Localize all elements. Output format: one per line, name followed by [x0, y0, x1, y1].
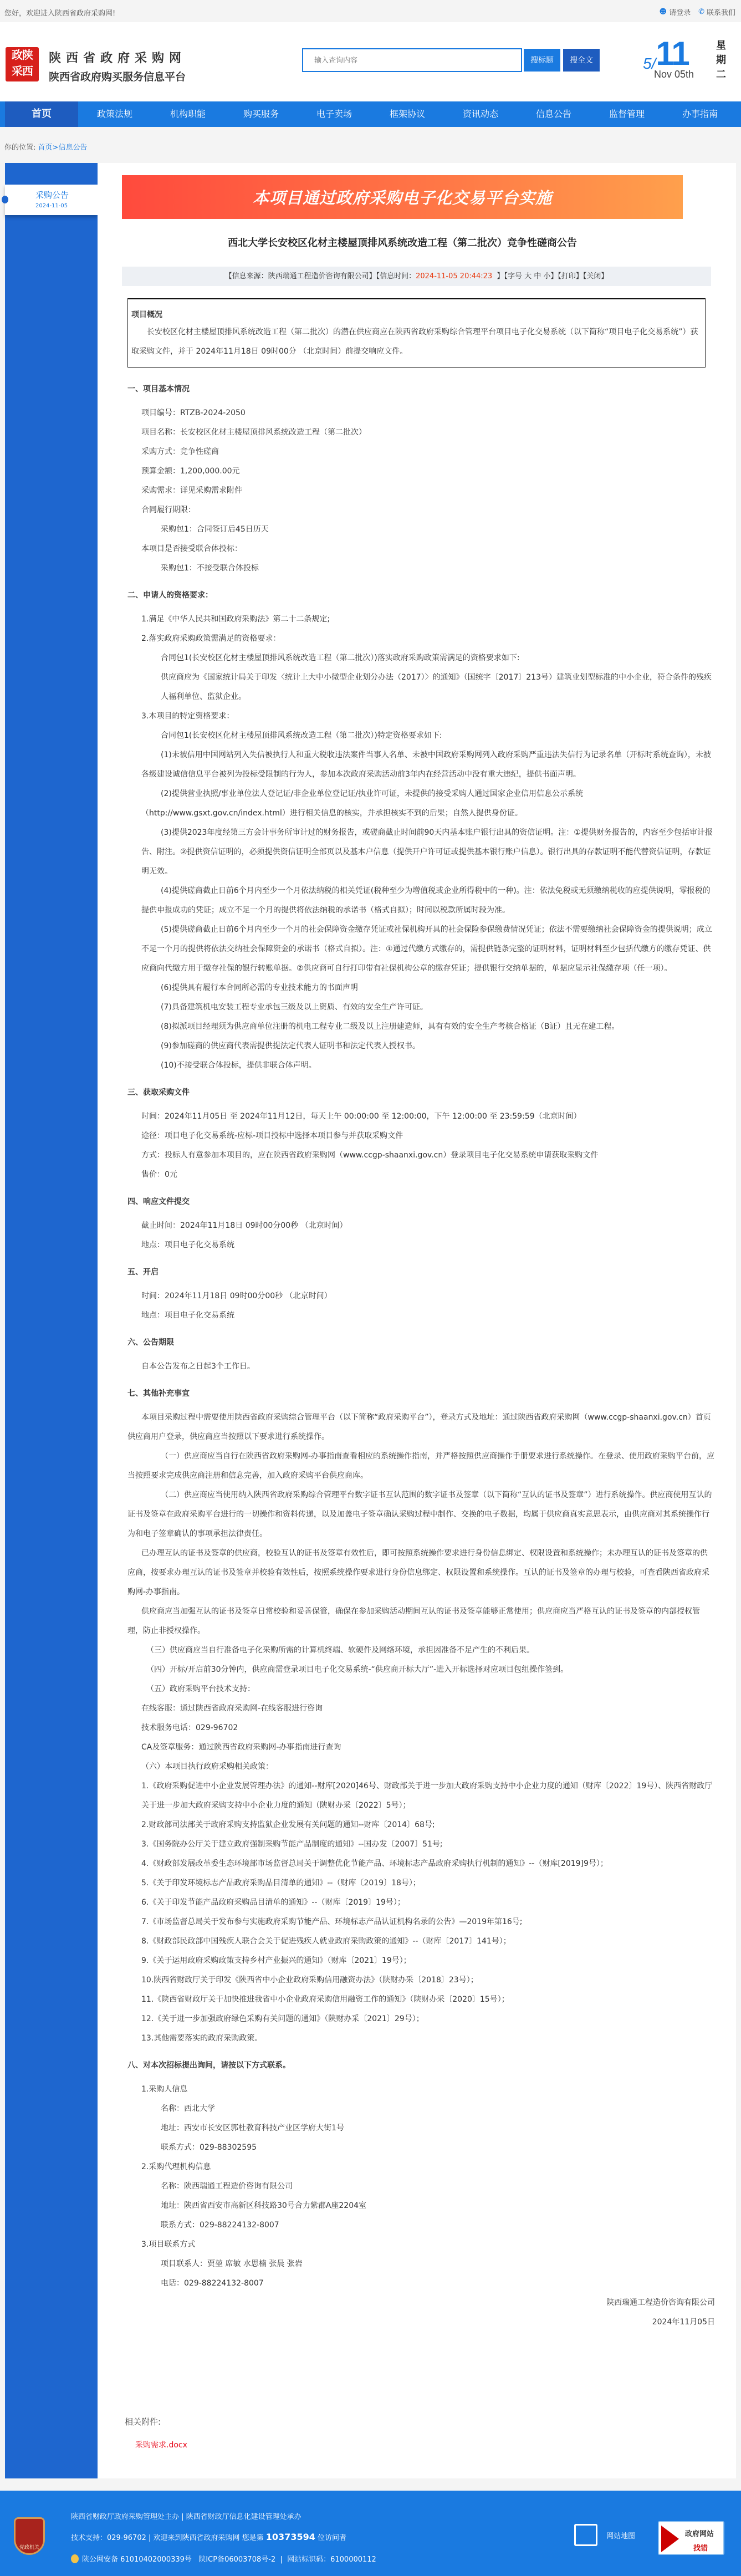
page-title: 西北大学长安校区化材主楼屋顶排风系统改造工程（第二批次）竞争性磋商公告 [228, 237, 577, 249]
section-paragraph: （五）政府采购平台技术支持： [146, 1685, 255, 1693]
section-paragraph: 2.财政部司法部关于政府采购支持监狱企业发展有关问题的通知--财库〔2014〕68号; [141, 1820, 435, 1829]
nav-item[interactable]: 首页 [5, 101, 78, 127]
section-paragraph: 6.《关于印发节能产品政府采购品目清单的通知》--（财库〔2019〕19号）； [141, 1898, 405, 1907]
article-meta-bar [122, 267, 711, 286]
play-icon [661, 2526, 679, 2552]
section-heading: 五、开启 [127, 1268, 159, 1277]
nav-item[interactable]: 框架协议 [389, 109, 425, 119]
site-footer [0, 2491, 741, 2576]
section-paragraph: 10.陕西省财政厅关于印发《陕西省中小企业政府采购信用融资办法》（陕财办采〔2018〕23号）； [141, 1976, 478, 1985]
nav-item[interactable]: 购买服务 [243, 109, 279, 119]
section-paragraph: 合同履行期限： [141, 506, 196, 514]
top-bar [0, 0, 741, 22]
section-paragraph: （一）供应商应当自行在陕西省政府采购网-办事指南查看相应的系统操作指南，并严格按照供应商操作手册要求进行系统操作。在登录、使用政府采购平台前，应当按照要求完成供应商注册和信息完善，加入政府采购平台供应商库。 [127, 1452, 715, 1480]
section-paragraph: 供应商应当加强互认的证书及签章日常校验和妥善保管，确保在参加采购活动期间互认的证书及签章能够正常使用；供应商应当严格互认的证书及签章的内部授权管理，防止非授权操作。 [127, 1607, 700, 1635]
close-button[interactable]: 【关闭】 [582, 272, 609, 280]
site-subtitle: 陕西省政府购买服务信息平台 [49, 71, 186, 83]
breadcrumb [4, 141, 87, 152]
overview-title: 项目概况 [131, 310, 162, 319]
sidebar-item-label: 采购公告 [35, 190, 69, 200]
section-paragraph: 采购方式：竞争性磋商 [141, 447, 219, 456]
section-paragraph: （六）本项目执行政府采购相关政策： [141, 1762, 273, 1771]
date-english: Nov 05th [654, 69, 694, 80]
section-paragraph: 时间：2024年11月05日 至 2024年11月12日，每天上午 00:00:00 至 12:00:00，下午 12:00:00 至 23:59:59（北京时间） [141, 1112, 581, 1121]
nav-item[interactable]: 政策法规 [96, 109, 132, 119]
section-paragraph: 合同包1(长安校区化材主楼屋顶排风系统改造工程（第二批次）)特定资格要求如下: [161, 731, 442, 740]
login-label: 请登录 [669, 9, 691, 17]
date-display [643, 34, 689, 73]
section-paragraph: 12.《关于进一步加强政府绿色采购有关问题的通知》（陕财办采〔2021〕29号）； [141, 2014, 424, 2023]
nav-item[interactable]: 监督管理 [609, 109, 645, 119]
section-paragraph: 3.本项目的特定资格要求： [141, 712, 234, 721]
welcome-text: 您好，欢迎进入陕西省政府采购网! [4, 9, 116, 18]
section-paragraph: 13.其他需要落实的政府采购政策。 [141, 2034, 263, 2043]
registration-text[interactable]: 陕公网安备 61010402000339号 陕ICP备06003708号-2 | 网站标识码：6100000112 [82, 2555, 376, 2564]
section-paragraph: 电话：029-88224132-8007 [161, 2279, 264, 2288]
section-paragraph: (8)拟派项目经理须为供应商单位注册的机电工程专业二级及以上注册建造师，具有有效的安全生产考核合格证（B证）且无在建工程。 [161, 1022, 620, 1031]
section-paragraph: 预算金额：1,200,000.00元 [141, 467, 240, 476]
attachments-label: 相关附件: [125, 2417, 161, 2427]
bullet-icon [2, 196, 8, 203]
section-paragraph: 项目名称：长安校区化材主楼屋顶排风系统改造工程（第二批次） [141, 428, 366, 437]
sidebar-item-date: 2024-11-05 [35, 203, 68, 209]
section-paragraph: 联系方式：029-88302595 [161, 2143, 257, 2152]
section-paragraph: (3)提供2023年度经第三方会计事务所审计过的财务报告，或磋商截止时间前90天内基本账户银行出具的资信证明。注：①提供财务报告的，内容至少包括审计报告、附注。②提供资信证明的，必须提供资信证明全部页以及基本户信息（提供开户许可证或提供基本银行账户信息）。银行出具的存款证明不能代替资信证明，存款证明无效。 [141, 828, 713, 876]
section [127, 1333, 715, 1376]
phone-icon: ✆ [698, 8, 704, 16]
section-paragraph: 采购包1：合同签订后45日历天 [161, 525, 269, 534]
section-paragraph: 本项目采购过程中需要使用陕西省政府采购综合管理平台（以下简称“政府采购平台”），登录方式及地址：通过陕西省政府采购网（www.ccgp-shaanxi.gov.cn）首页供应商用户登录，供应商应当按照以下要求进行系统操作。 [127, 1413, 711, 1441]
section-paragraph: 本项目是否接受联合体投标： [141, 544, 242, 553]
search-fulltext-button[interactable]: 搜全文 [563, 49, 600, 72]
section-heading: 三、获取采购文件 [127, 1088, 190, 1097]
nav-item[interactable]: 机构职能 [170, 109, 206, 119]
logo-line: 政陕 [12, 48, 33, 62]
main-nav [0, 101, 741, 127]
section-paragraph: 在线客服：通过陕西省政府采购网-在线客服进行咨询 [141, 1704, 323, 1713]
section-paragraph: 9.《关于运用政府采购政策支持乡村产业振兴的通知》（财库〔2021〕19号）； [141, 1956, 411, 1965]
date-month: 5/ [643, 55, 656, 72]
section-paragraph: (7)具备建筑机电安装工程专业承包三级及以上资质、有效的安全生产许可证。 [161, 1003, 428, 1012]
contact-link[interactable] [698, 7, 735, 17]
section-paragraph: 采购包1：不接受联合体投标 [161, 564, 259, 573]
section-paragraph: 已办理互认的证书及签章的供应商，校验互认的证书及签章有效性后，即可按照系统操作要求进行身份信息绑定、权限设置和系统操作；未办理互认的证书及签章的供应商，按要求办理互认的证书及签章并校验有效性后，按照系统操作要求进行身份信息绑定、权限设置和系统操作。互认的证书及签章的办理与校验，可查看陕西省政府采购网-办事指南。 [127, 1549, 709, 1596]
section-paragraph: 供应商应为《国家统计局关于印发〈统计上大中小微型企业划分办法（2017）〉的通知》（国统字〔2017〕213号）建筑业划型标准的中小企业，符合条件的残疾人福利单位、监狱企业。 [161, 673, 712, 701]
section-paragraph: (6)提供具有履行本合同所必需的专业技术能力的书面声明 [161, 983, 358, 992]
party-government-emblem[interactable]: 党政机关 [14, 2517, 45, 2555]
section-paragraph: 1.满足《中华人民共和国政府采购法》第二十二条规定; [141, 615, 330, 624]
section-paragraph: 1.采购人信息 [141, 2085, 188, 2094]
weekday: 星期二 [716, 40, 726, 80]
gov-site-error-report-badge[interactable] [658, 2521, 724, 2555]
section-paragraph: (9)参加磋商的供应商代表需提供提法定代表人证明书和法定代表人授权书。 [161, 1042, 420, 1050]
section-paragraph: （二）供应商应当使用纳入陕西省政府采购综合管理平台数字证书互认范围的数字证书及签章（以下简称“互认的证书及签章”）进行系统操作。供应商使用互认的证书及签章在政府采购平台进行的一切操作和资料传递，以及加盖电子签章确认采购过程中制作、交换的电子数据，均属于供应商真实意思表示，由供应商对其系统操作行为和电子签章确认的事项承担法律责任。 [127, 1491, 712, 1538]
section-paragraph: 合同包1(长安校区化材主楼屋顶排风系统改造工程（第二批次）)落实政府采购政策需满足的资格要求如下: [161, 654, 520, 662]
section [127, 1384, 715, 2048]
meta-source: 【信息来源：陕西瑞通工程造价咨询有限公司】【信息时间： [224, 272, 416, 280]
font-size-control[interactable]: 【字号 大 中 小】 [504, 272, 558, 280]
nav-item[interactable]: 办事指南 [682, 109, 718, 119]
logo-line: 采西 [12, 64, 33, 78]
section-paragraph: 名称：西北大学 [161, 2104, 215, 2113]
print-button[interactable]: 【打印】 [558, 272, 583, 280]
platform-banner: 本项目通过政府采购电子化交易平台实施 [122, 175, 683, 219]
visitor-count: 10373594 [265, 2532, 315, 2542]
section-paragraph: 项目编号：RTZB-2024-2050 [141, 409, 246, 417]
breadcrumb-label: 你的位置: [4, 144, 36, 152]
section-paragraph: (10)不接受联合体投标，提供非联合体声明。 [161, 1061, 316, 1070]
section-paragraph: 时间：2024年11月18日 09时00分00秒 （北京时间） [141, 1292, 332, 1300]
footer-support [71, 2532, 346, 2542]
badge-top-text: 政府网站 [685, 2530, 714, 2538]
date-day: 11 [656, 35, 689, 72]
sitemap-link[interactable] [574, 2524, 635, 2546]
section-paragraph: 地址：陕西省西安市高新区科技路30号合力紫郡A座2204室 [161, 2201, 367, 2210]
footer-organizers: 陕西省财政厅政府采购管理处主办 | 陕西省财政厅信息化建设管理处承办 [71, 2513, 301, 2521]
section-paragraph: 地点：项目电子化交易系统 [141, 1241, 234, 1249]
login-link[interactable] [660, 7, 691, 17]
police-badge-icon [71, 2554, 79, 2563]
section-paragraph: 3.项目联系方式 [141, 2240, 196, 2249]
section [127, 380, 715, 578]
section-paragraph: 售价：0元 [141, 1170, 177, 1179]
section-paragraph: 11.《陕西省财政厅关于加快推进我省中小企业政府采购信用融资工作的通知》（陕财办采〔2020〕15号）； [141, 1995, 509, 2004]
section-paragraph: 8.《财政部民政部中国残疾人联合会关于促进残疾人就业政府采购政策的通知》--（财库〔2017〕141号）； [141, 1937, 511, 1946]
section-heading: 二、申请人的资格要求： [127, 591, 213, 600]
user-icon: ☻ [659, 8, 667, 16]
section-paragraph: (5)提供磋商截止日前6个月内至少一个月的社会保障资金缴存凭证或社保机构开具的社会保险参保缴费情况凭证；依法不需要缴纳社会保障资金的提供说明；成立不足一个月的提供将依法交纳社会保障资金的承诺书（格式自拟）。注：①通过代缴方式缴存的，需提供链条完整的证明材料，证明材料至少包括代缴方的缴存凭证、供应商向代缴方用于缴存社保的银行转账单据。②供应商可自行打印带有社保机构公章的缴存凭证；提供银行交纳单据的，单据应显示社保缴存项（任一项）。 [141, 925, 712, 973]
article-body [127, 298, 715, 2332]
section-paragraph: （四）开标/开启前30分钟内，供应商需登录项目电子化交易系统-“供应商开标大厅”-进入开标选择对应项目包组操作签到。 [146, 1665, 569, 1674]
section-paragraph: 地址：西安市长安区郭杜教育科技产业区学府大街1号 [161, 2124, 344, 2133]
map-icon [574, 2524, 597, 2546]
contact-label: 联系我们 [706, 9, 735, 17]
nav-item[interactable]: 电子卖场 [316, 109, 352, 119]
section-paragraph: 方式：投标人有意参加本项目的，应在陕西省政府采购网（www.ccgp-shaanxi.gov.cn）登录项目电子化交易系统申请获取采购文件 [141, 1151, 599, 1160]
search-title-button[interactable]: 搜标题 [524, 49, 560, 72]
footer-support-text: 技术支持：029-96702 | 欢迎来到陕西省政府采购网 您是第 [71, 2534, 264, 2542]
section-paragraph: 采购需求：详见采购需求附件 [141, 486, 242, 495]
section-paragraph: （三）供应商应当自行准备电子化采购所需的计算机终端、软硬件及网络环境，承担因准备不足产生的不利后果。 [146, 1646, 534, 1655]
section [127, 1083, 715, 1185]
nav-item[interactable]: 信息公告 [535, 109, 571, 119]
section [127, 1263, 715, 1325]
site-header [0, 22, 741, 101]
section-paragraph: 项目联系人：贾堃 席敏 水思楠 张晨 张岩 [161, 2259, 303, 2268]
breadcrumb-home[interactable]: 首页 [38, 144, 53, 152]
signature-date: 2024年11月05日 [652, 2318, 715, 2327]
section-paragraph: (2)提供营业执照/事业单位法人登记证/非企业单位登记证/执业许可证，未提供的接受采购人通过国家企业信用信息公示系统（http://www.gsxt.gov.cn/index.html）进行相关信息的核实，并承担核实不到的后果；自然人提供身份证。 [141, 789, 583, 818]
section-paragraph: 自本公告发布之日起3个工作日。 [141, 1362, 255, 1371]
section [127, 1192, 715, 1255]
attachment-link[interactable]: 采购需求.docx [135, 2441, 187, 2450]
section-paragraph: 4.《财政部发展改革委生态环境部市场监督总局关于调整优化节能产品、环境标志产品政府采购执行机制的通知》--（财库[2019]9号）； [141, 1859, 608, 1868]
project-overview-box [127, 298, 706, 368]
section-heading: 六、公告期限 [127, 1338, 174, 1347]
footer-visitor-suffix: 位访问者 [317, 2534, 346, 2542]
section-paragraph: 名称：陕西瑞通工程造价咨询有限公司 [161, 2182, 293, 2191]
section-heading: 四、响应文件提交 [127, 1197, 190, 1206]
section [127, 2056, 715, 2293]
sidebar [5, 163, 98, 2478]
overview-text: 长安校区化材主楼屋顶排风系统改造工程（第二批次）的潜在供应商应在陕西省政府采购综合管理平台项目电子化交易系统（以下简称“项目电子化交易系统”）获取采购文件，并于 2024年11月18日 09时00分 （北京时间）前提交响应文件。 [131, 328, 698, 356]
section-paragraph: 7.《市场监督总局关于发布参与实施政府采购节能产品、环境标志产品认证机构名录的公告》—2019年第16号; [141, 1917, 523, 1926]
section-paragraph: 1.《政府采购促进中小企业发展管理办法》的通知--财库[2020]46号、财政部关于进一步加大政府采购支持中小企业力度的通知（财库〔2022〕19号）、陕西省财政厅关于进一步加大政府采购支持中小企业力度的通知（陕财办采〔2022〕5号）； [141, 1782, 713, 1810]
section-paragraph: 截止时间：2024年11月18日 09时00分00秒 （北京时间） [141, 1221, 347, 1230]
search-input[interactable] [302, 48, 522, 72]
badge-bottom-text: 找错 [693, 2544, 708, 2553]
meta-time: 2024-11-05 20:44:23 [416, 272, 493, 280]
section-paragraph: 联系方式：029-88224132-8007 [161, 2221, 279, 2230]
site-logo[interactable] [6, 47, 39, 81]
section-heading: 八、对本次招标提出询问，请按以下方式联系。 [127, 2061, 290, 2070]
section-paragraph: 5.《关于印发环境标志产品政府采购品目清单的通知》--（财库〔2019〕18号）； [141, 1879, 421, 1888]
footer-registration [71, 2553, 376, 2564]
sitemap-label: 网站地图 [606, 2532, 636, 2541]
section-paragraph: 3.《国务院办公厅关于建立政府强制采购节能产品制度的通知》--国办发〔2007〕51号; [141, 1840, 443, 1849]
site-title: 陕西省政府采购网 [49, 52, 187, 65]
section-paragraph: (4)提供磋商截止日前6个月内至少一个月依法纳税的相关凭证(税种至少为增值税或企业所得税中的一种)。注：依法免税或无须缴纳税收的应提供说明，零报税的提供申报成功的凭证；成立不足一个月的提供将依法纳税的承诺书（格式自拟）；时间以税款所属时段为准。 [141, 886, 711, 915]
section-paragraph: 地点：项目电子化交易系统 [141, 1311, 234, 1320]
sidebar-item-procurement-notice[interactable] [5, 185, 98, 215]
section-paragraph: (1)未被信用中国网站列入失信被执行人和重大税收违法案件当事人名单、未被中国政府采购网列入政府采购严重违法失信行为记录名单（开标时系统查询），未被各级建设诚信信息平台被列为投标受限制的行为人，参加本次政府采购活动前3年内在经营活动中没有重大违纪，提供书面声明。 [141, 751, 711, 779]
section-paragraph: 2.采购代理机构信息 [141, 2162, 211, 2171]
section-paragraph: 途径：项目电子化交易系统-应标-项目投标中选择本项目参与并获取采购文件 [141, 1131, 403, 1140]
section-heading: 一、项目基本情况 [127, 385, 190, 394]
section [127, 586, 715, 1075]
signature-org: 陕西瑞通工程造价咨询有限公司 [606, 2298, 715, 2307]
nav-item[interactable]: 资讯动态 [462, 109, 498, 119]
section-heading: 七、其他补充事宜 [127, 1389, 190, 1398]
section-paragraph: 2.落实政府采购政策需满足的资格要求： [141, 634, 281, 643]
meta-bracket: 】 [497, 272, 504, 280]
breadcrumb-current[interactable]: >信息公告 [52, 144, 88, 152]
section-paragraph: CA及签章服务：通过陕西省政府采购网-办事指南进行查询 [141, 1743, 341, 1752]
section-paragraph: 技术服务电话：029-96702 [141, 1723, 238, 1732]
